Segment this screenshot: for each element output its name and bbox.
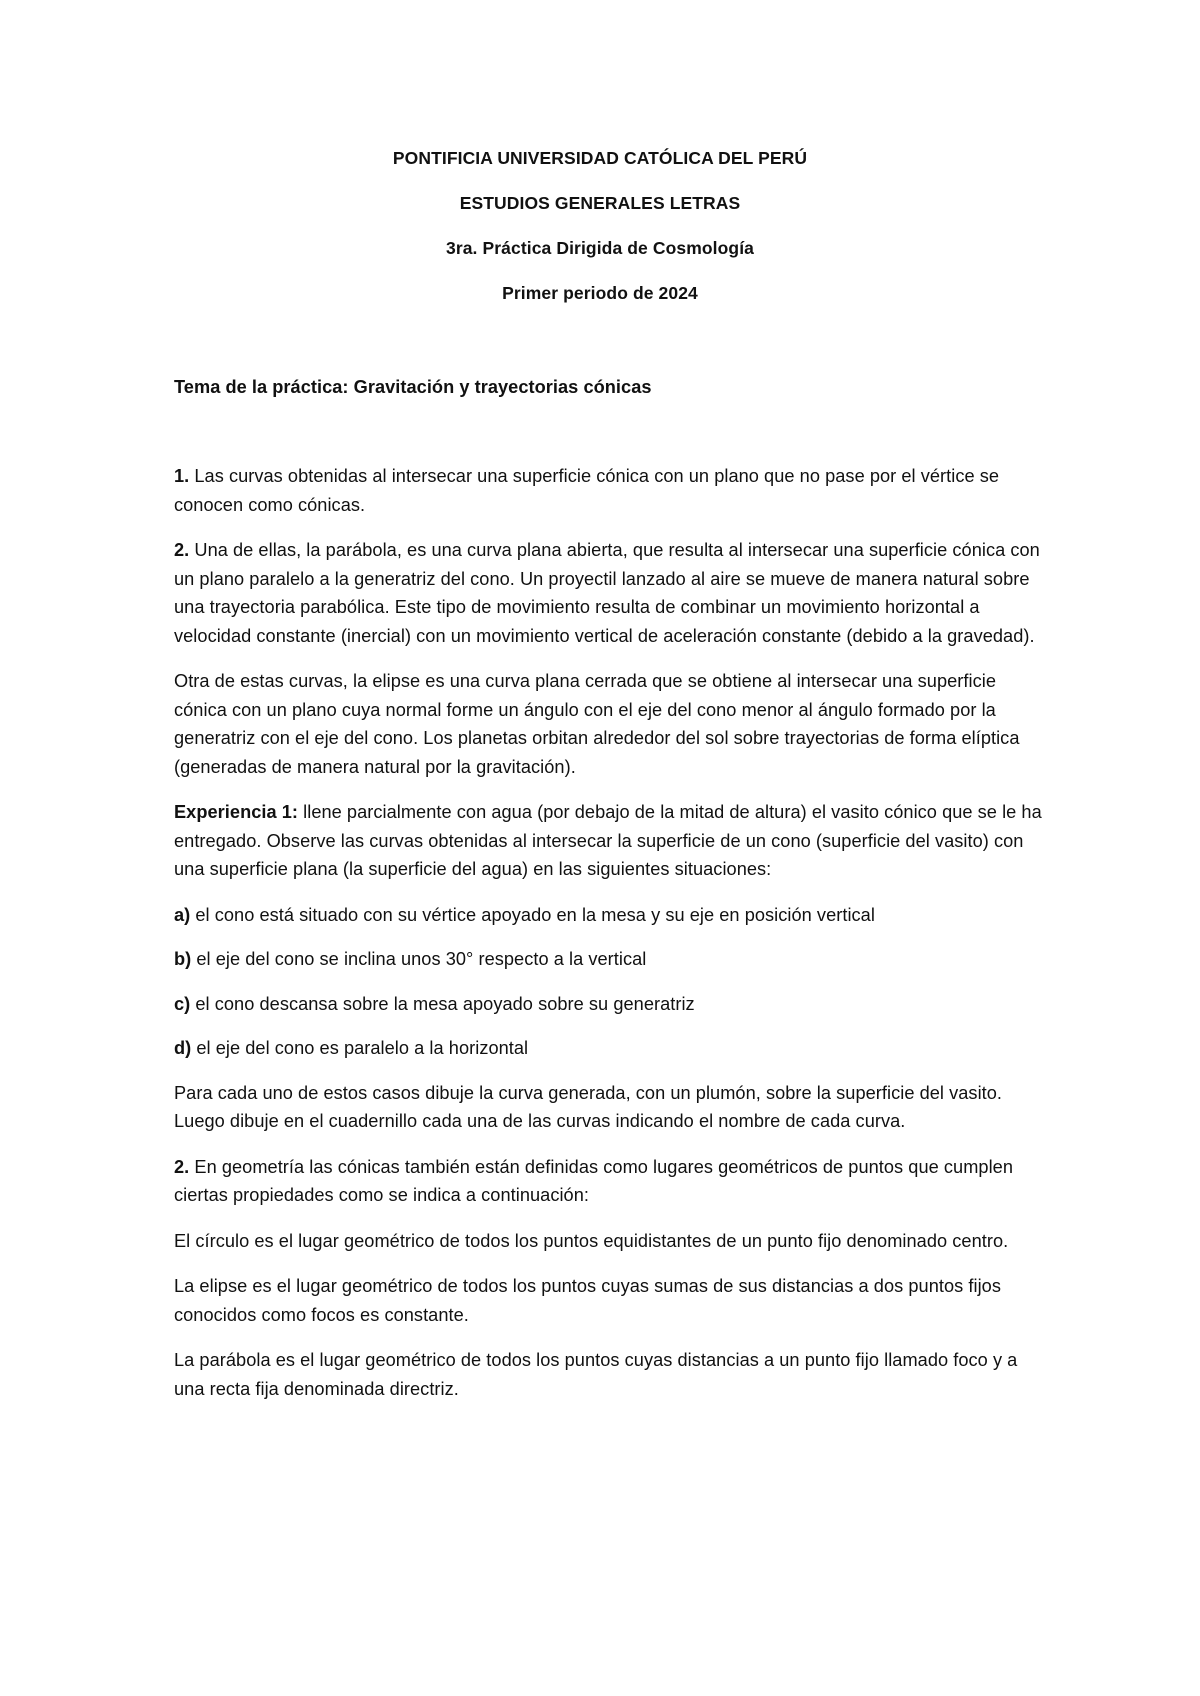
paragraph-number: 2. [174,540,190,560]
situation-d [174,1034,1050,1063]
paragraph-geometry [174,1153,1050,1210]
situation-label: c) [174,993,191,1014]
situation-label: b) [174,949,192,969]
paragraph-text: Las curvas obtenidas al intersecar una superficie cónica con un plano que no pase por el vértice se conocen como cónicas. [174,466,1000,515]
situation-b [174,945,1050,974]
document-body [174,462,1050,1420]
paragraph-number: 1. [174,466,190,486]
situation-text: el cono descansa sobre la mesa apoyado sobre su generatriz [190,993,695,1014]
document-header [0,147,1200,327]
paragraph-text: El círculo es el lugar geométrico de todos los puntos equidistantes de un punto fijo denominado centro. [174,1230,1009,1251]
course-title: 3ra. Práctica Dirigida de Cosmología [445,238,754,258]
paragraph-2 [174,536,1050,650]
university-name: PONTIFICIA UNIVERSIDAD CATÓLICA DEL PERÚ [392,148,808,168]
paragraph-text: Para cada uno de estos casos dibuje la curva generada, con un plumón, sobre la superficie del vasito. Luego dibuje en el cuadernillo cada una de las curvas indicando el nombre de cada curva. [174,1082,1003,1131]
experience-label: Experiencia 1: [174,802,299,822]
situation-text: el eje del cono es paralelo a la horizontal [191,1038,529,1058]
situation-c [174,990,1050,1019]
situation-text: el eje del cono se inclina unos 30° respecto a la vertical [191,949,647,969]
paragraph-circle [174,1227,1050,1256]
paragraph-number: 2. [174,1156,190,1177]
paragraph-1 [174,462,1050,519]
paragraph-parabola-definition [174,1346,1050,1403]
faculty-name: ESTUDIOS GENERALES LETRAS [459,193,741,213]
academic-period: Primer periodo de 2024 [502,283,698,303]
paragraph-text: La elipse es el lugar geométrico de todos los puntos cuyas sumas de sus distancias a dos puntos fijos conocidos como focos es constante. [174,1276,1001,1325]
paragraph-text: La parábola es el lugar geométrico de todos los puntos cuyas distancias a un punto fijo llamado foco y a una recta fija denominada directriz. [174,1350,1018,1399]
practice-topic: Tema de la práctica: Gravitación y trayectorias cónicas [174,377,652,397]
paragraph-instructions [174,1079,1050,1136]
situation-label: a) [174,904,191,925]
situation-label: d) [174,1038,192,1058]
paragraph-ellipse-definition [174,1272,1050,1329]
situation-a [174,901,1050,930]
situation-text: el cono está situado con su vértice apoyado en la mesa y su eje en posición vertical [190,904,875,925]
paragraph-text: Una de ellas, la parábola, es una curva plana abierta, que resulta al intersecar una superficie cónica con un plano paralelo a la generatriz del cono. Un proyectil lanzado al aire se mueve de manera natural sobre una trayectoria parabólica. Este tipo de movimiento resulta de combinar un movimiento horizontal a velocidad constante (inercial) con un movimiento vertical de aceleración constante (debido a la gravedad). [174,540,1040,646]
paragraph-text: En geometría las cónicas también están definidas como lugares geométricos de puntos que cumplen ciertas propiedades como se indica a continuación: [174,1156,1013,1205]
paragraph-text: llene parcialmente con agua (por debajo de la mitad de altura) el vasito cónico que se le ha entregado. Observe las curvas obtenidas al intersecar la superficie de un cono (superficie del vasito) con una superficie plana (la superficie del agua) en las siguientes situaciones: [174,802,1042,879]
paragraph-ellipse [174,667,1050,781]
paragraph-text: Otra de estas curvas, la elipse es una curva plana cerrada que se obtiene al intersecar una superficie cónica con un plano cuya normal forme un ángulo con el eje del cono menor al ángulo formado por la generatriz con el eje del cono. Los planetas orbitan alrededor del sol sobre trayectorias de forma elíptica (generadas de manera natural por la gravitación). [174,671,1020,777]
experience-1 [174,798,1050,884]
